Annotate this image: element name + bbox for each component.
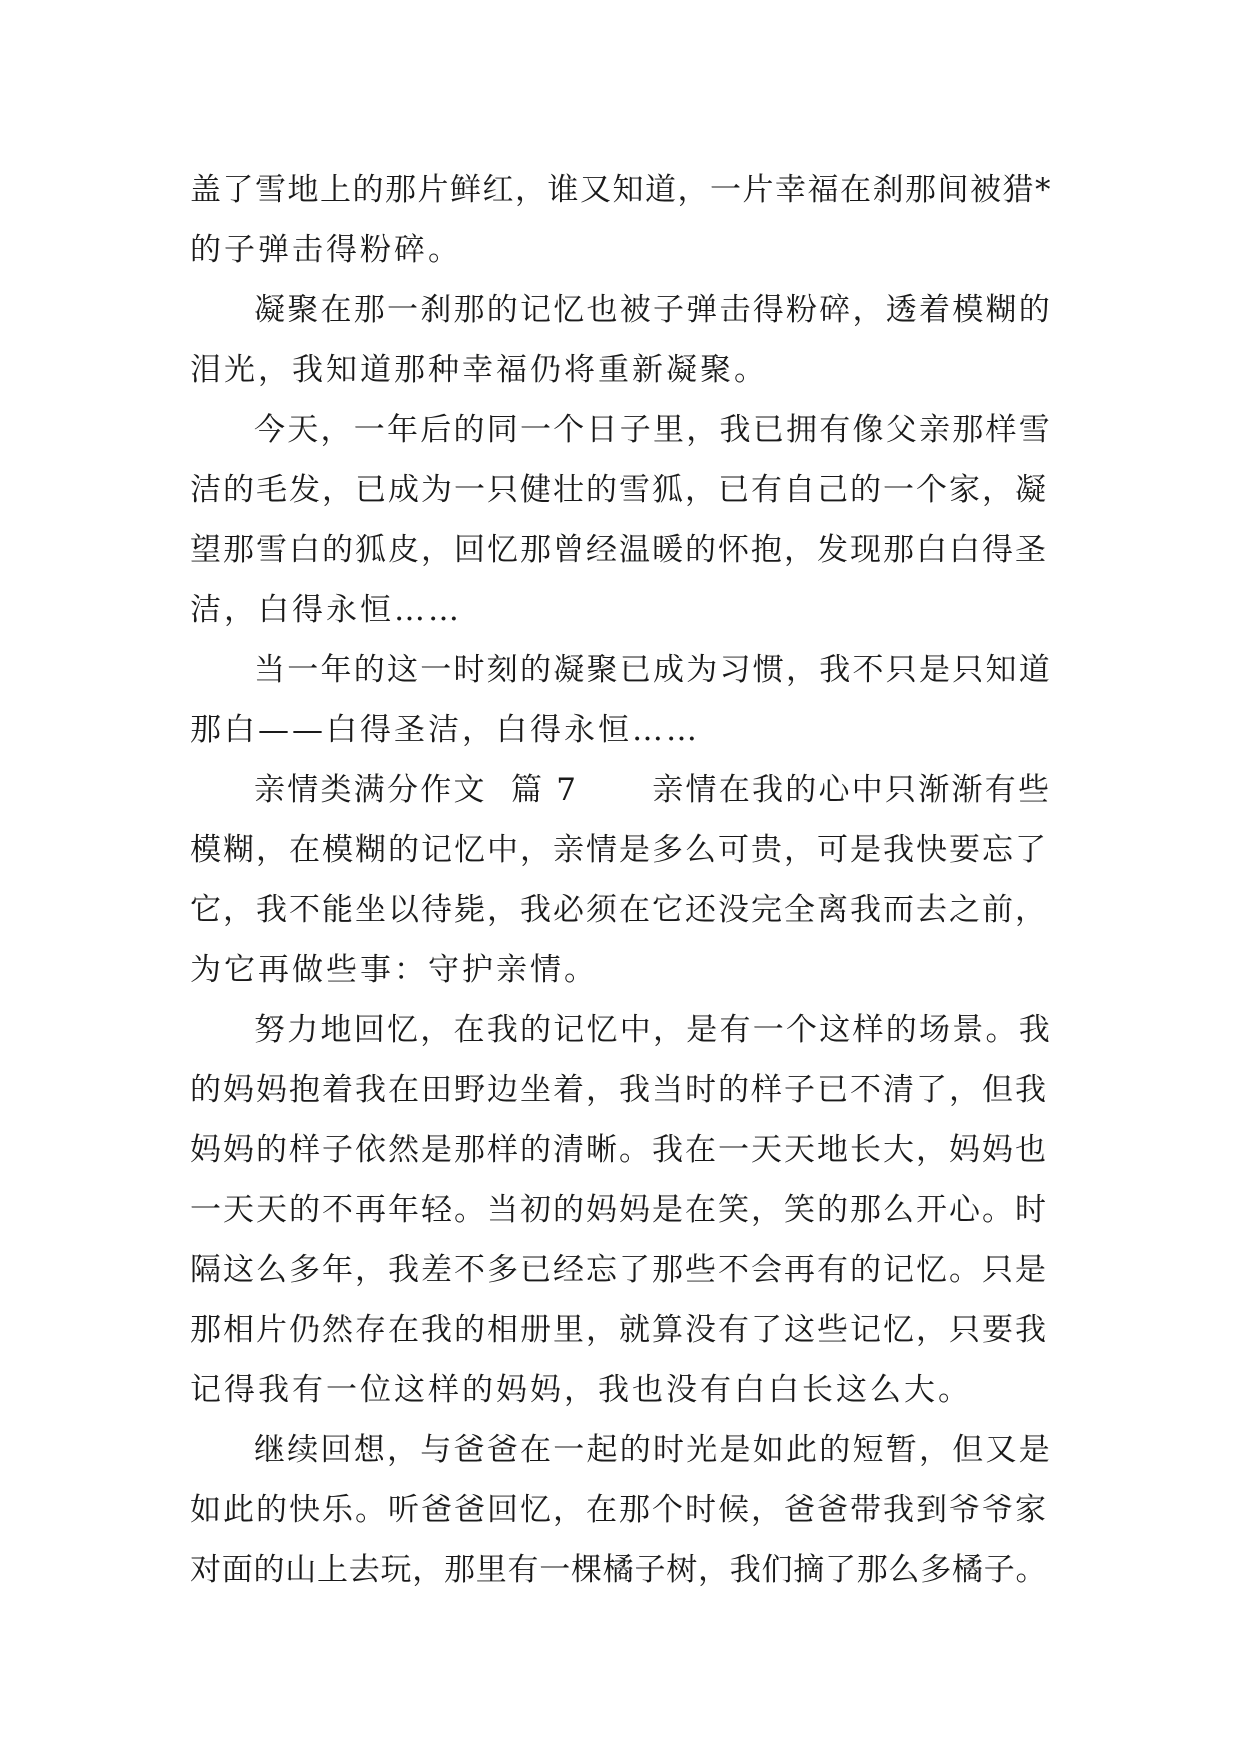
text-line: 的子弹击得粉碎。	[190, 232, 462, 268]
text-line: 如此的快乐。听爸爸回忆，在那个时候，爸爸带我到爷爷家	[190, 1492, 1048, 1528]
text-line: 对面的山上去玩，那里有一棵橘子树，我们摘了那么多橘子。	[190, 1552, 1048, 1588]
text-line: 隔这么多年，我差不多已经忘了那些不会再有的记忆。只是	[190, 1252, 1048, 1288]
paragraph-start-line: 今天，一年后的同一个日子里，我已拥有像父亲那样雪	[254, 412, 1052, 448]
text-line: 泪光，我知道那种幸福仍将重新凝聚。	[190, 352, 768, 388]
text-line: 模糊，在模糊的记忆中，亲情是多么可贵，可是我快要忘了	[190, 832, 1048, 868]
section-heading: 亲情类满分作文 篇 7	[254, 772, 579, 808]
paragraph-start-line: 努力地回忆，在我的记忆中，是有一个这样的场景。我	[254, 1012, 1052, 1048]
paragraph-start-line: 当一年的这一时刻的凝聚已成为习惯，我不只是只知道	[254, 652, 1052, 688]
text-line: 亲情在我的心中只渐渐有些	[652, 772, 1052, 808]
text-line: 望那雪白的狐皮，回忆那曾经温暖的怀抱，发现那白白得圣	[190, 532, 1048, 568]
text-line: 的妈妈抱着我在田野边坐着，我当时的样子已不清了，但我	[190, 1072, 1048, 1108]
text-line: 洁的毛发，已成为一只健壮的雪狐，已有自己的一个家，凝	[190, 472, 1048, 508]
text-line: 它，我不能坐以待毙，我必须在它还没完全离我而去之前，	[190, 892, 1048, 928]
text-line: 那相片仍然存在我的相册里，就算没有了这些记忆，只要我	[190, 1312, 1048, 1348]
text-line: 为它再做些事：守护亲情。	[190, 952, 598, 988]
text-line: 妈妈的样子依然是那样的清晰。我在一天天地长大，妈妈也	[190, 1132, 1048, 1168]
paragraph-start-line: 凝聚在那一刹那的记忆也被子弹击得粉碎，透着模糊的	[254, 292, 1052, 328]
paragraph-start-line: 继续回想，与爸爸在一起的时光是如此的短暂，但又是	[254, 1432, 1052, 1468]
text-line: 盖了雪地上的那片鲜红，谁又知道，一片幸福在刹那间被猎*	[190, 172, 1052, 208]
text-line: 记得我有一位这样的妈妈，我也没有白白长这么大。	[190, 1372, 972, 1408]
text-line: 那白——白得圣洁，白得永恒……	[190, 712, 700, 748]
text-line: 洁，白得永恒……	[190, 592, 462, 628]
section-heading-line	[190, 760, 1052, 820]
text-line: 一天天的不再年轻。当初的妈妈是在笑，笑的那么开心。时	[190, 1192, 1048, 1228]
document-body	[190, 160, 1052, 1600]
